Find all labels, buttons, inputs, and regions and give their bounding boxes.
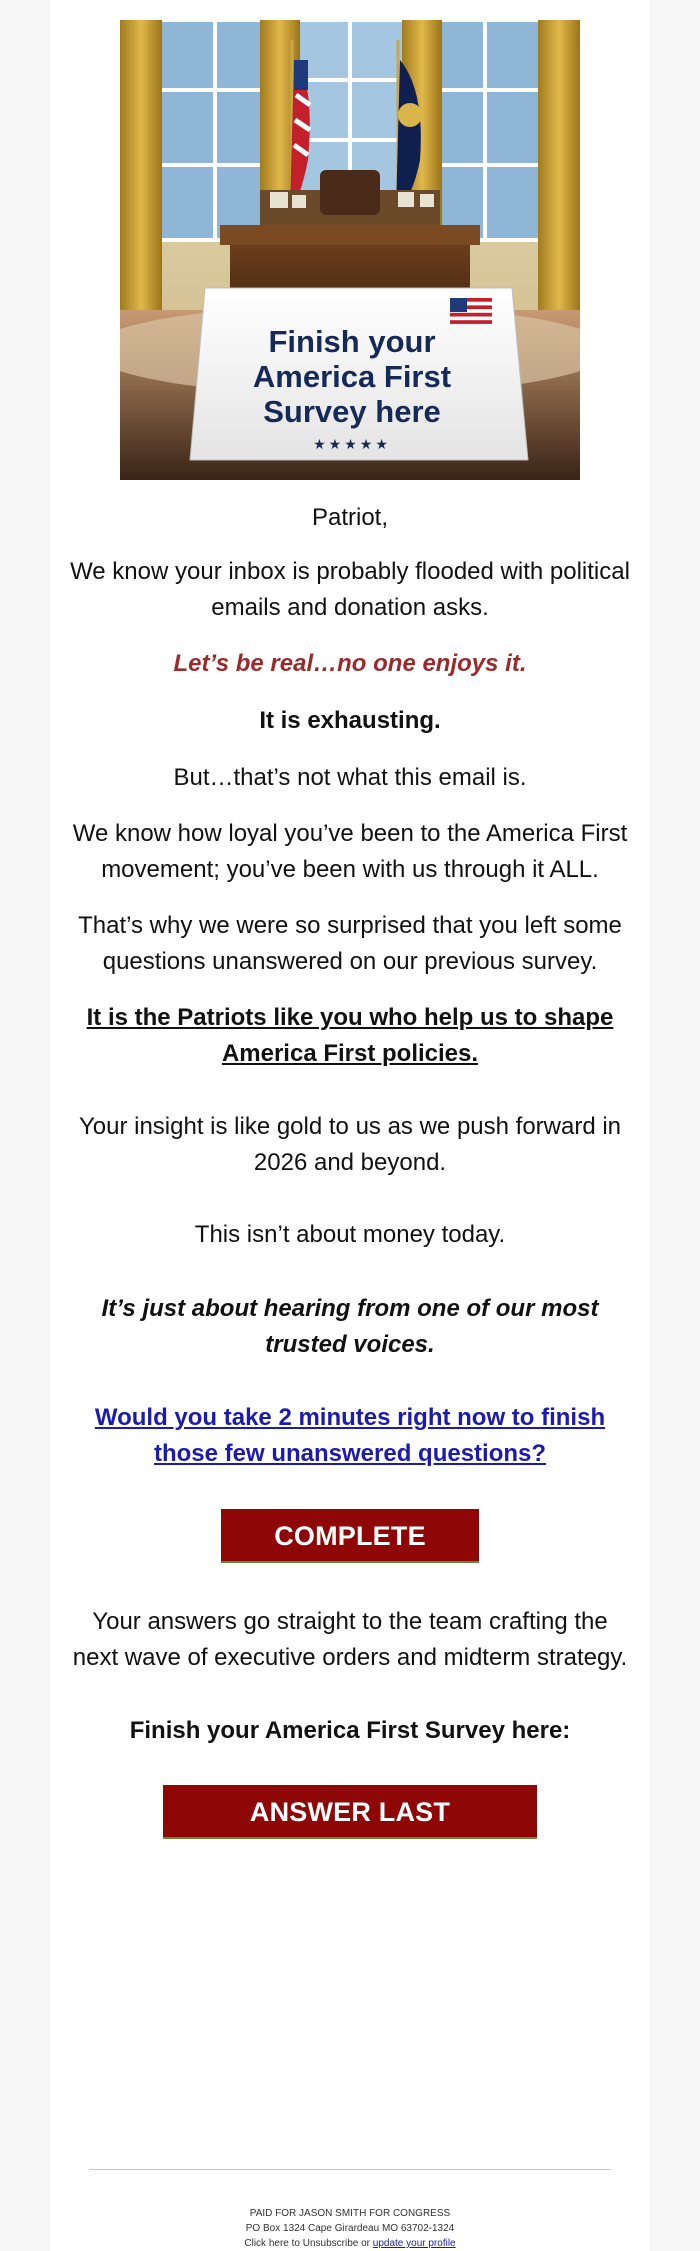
complete-survey-wrap — [50, 1509, 650, 1604]
greeting: Patriot, — [311, 504, 389, 531]
unsubscribe-line — [50, 2236, 650, 2251]
paid-for-disclaimer: PAID FOR JASON SMITH FOR CONGRESS — [249, 2208, 451, 2219]
hearing-paragraph: It’s just about hearing from one of our most trusted voices. — [101, 1295, 599, 1358]
footer — [50, 2206, 650, 2251]
answers-paragraph: Your answers go straight to the team crafting the next wave of executive orders and midterm strategy. — [72, 1608, 628, 1671]
footer-divider — [89, 2169, 611, 2170]
update-profile-link[interactable]: update your profile — [372, 2238, 456, 2249]
insight-paragraph: Your insight is like gold to us as we push forward in 2026 and beyond. — [78, 1113, 622, 1176]
patriots-paragraph: It is the Patriots like you who help us to shape America First policies. — [86, 1004, 614, 1067]
answer-last-wrap — [50, 1785, 650, 1880]
sign-line-1: Finish your — [268, 324, 436, 359]
not-money-line: This isn’t about money today. — [194, 1221, 506, 1248]
intro-paragraph: We know your inbox is probably flooded with political emails and donation asks. — [70, 558, 630, 621]
finish-survey-link[interactable]: Would you take 2 minutes right now to finish those few unanswered questions? — [94, 1404, 606, 1467]
finish-here-line: Finish your America First Survey here: — [129, 1717, 571, 1744]
mailing-address: PO Box 1324 Cape Girardeau MO 63702-1324 — [245, 2223, 455, 2234]
email-body — [50, 0, 650, 2251]
loyal-paragraph: We know how loyal you’ve been to the America First movement; you’ve been with us through it ALL. — [72, 820, 628, 883]
unsubscribe-text[interactable]: Click here to Unsubscribe or — [244, 2238, 373, 2249]
flag-icon — [450, 298, 492, 324]
sign-line-2: America First — [252, 359, 452, 394]
complete-survey-button[interactable]: COMPLETE SURVEY — [221, 1509, 479, 1563]
answer-last-question-button[interactable]: ANSWER LAST QUESTION — [163, 1785, 537, 1839]
oval-office-illustration — [120, 20, 580, 480]
not-what-email-is-line: But…that’s not what this email is. — [173, 764, 527, 791]
lets-be-real-line: Let’s be real…no one enjoys it. — [173, 650, 527, 677]
hero-image — [120, 20, 580, 480]
exhausting-line: It is exhausting. — [259, 707, 441, 734]
survey-link-paragraph — [70, 1400, 630, 1472]
sign-line-3: Survey here — [263, 394, 441, 429]
email-content — [50, 500, 650, 1880]
surprised-paragraph: That’s why we were so surprised that you left some questions unanswered on our previous survey. — [78, 912, 622, 975]
sign-stars: ★★★★★ — [313, 437, 391, 453]
